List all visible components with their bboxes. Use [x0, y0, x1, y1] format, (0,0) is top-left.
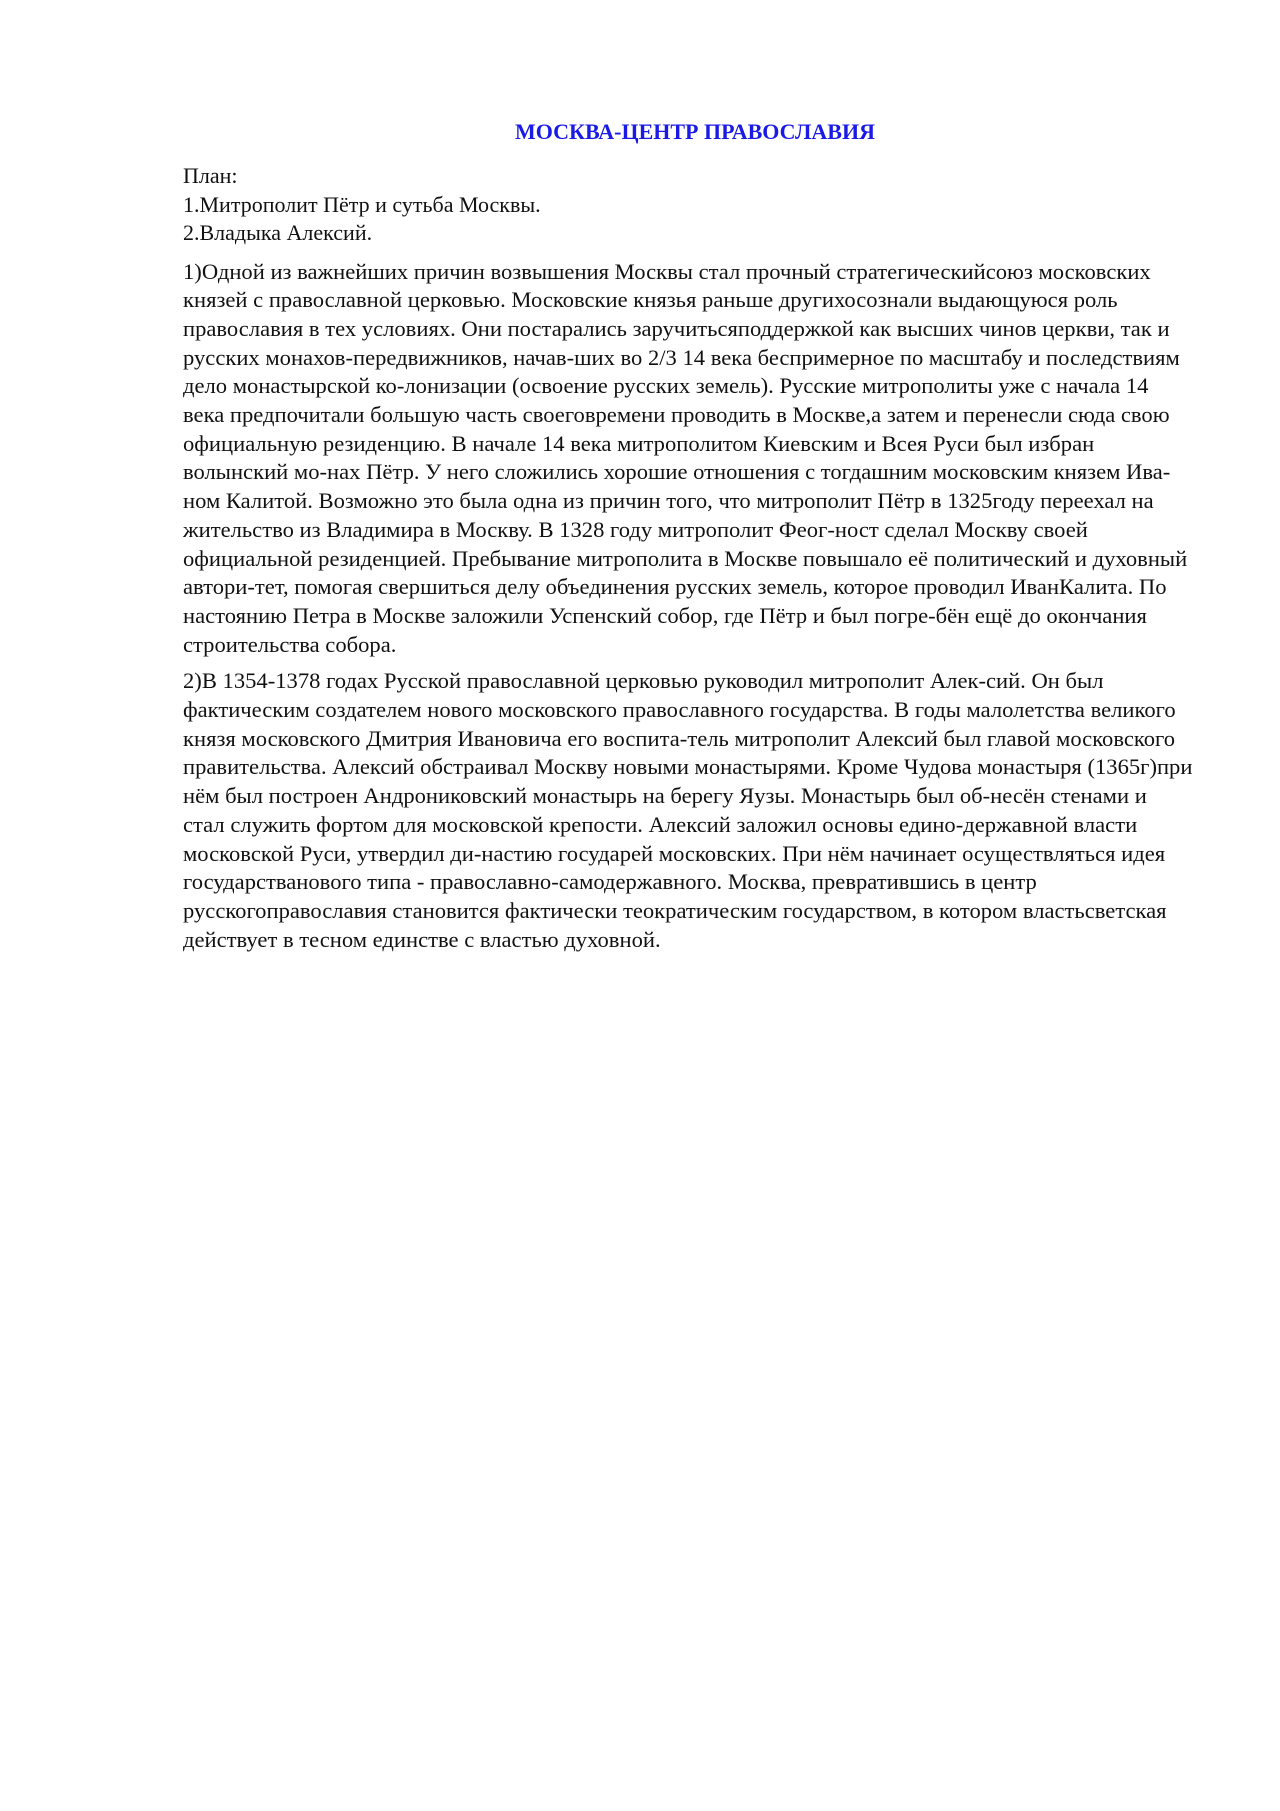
paragraph-2: 2)В 1354-1378 годах Русской православной церковью руководил митрополит Алек-сий. Он был фактическим создателем нового московского православного государства. В годы малолетства великого князя московского Дмитрия Ивановича его воспита-тель митрополит Алексий был главой московского правительства. Алексий обстраивал Москву новыми монастырями. Кроме Чудова монастыря (1365г)при нём был построен Андрониковский монастырь на берегу Яузы. Монастырь был об-несён стенами и стал служить фортом для московской крепости. Алексий заложил основы едино-державной власти московской Руси, утвердил ди-настию государей московских. При нём начинает осуществляться идея государстванового типа - православно-самодержавного. Москва, превратившись в центр русскогоправославия становится фактически теократическим государством, в котором властьсветская действует в тесном единстве с властью духовной.	[183, 668, 1193, 952]
plan-section	[183, 162, 1193, 248]
paragraph-1: 1)Одной из важнейших причин возвышения Москвы стал прочный стратегическийсоюз московских князей с православной церковью. Московские князья раньше другихосознали выдающуюся роль православия в тех условиях. Они постарались заручитьсяподдержкой как высших чинов церкви, так и русских монахов-передвижников, начав-ших во 2/3 14 века беспримерное по масштабу и последствиям дело монастырской ко-лонизации (освоение русских земель). Русские митрополиты уже с начала 14 века предпочитали большую часть своеговремени проводить в Москве,а затем и перенесли сюда свою официальную резиденцию. В начале 14 века митрополитом Киевским и Всея Руси был избран волынский мо-нах Пётр. У него сложились хорошие отношения с тогдашним московским князем Ива-ном Калитой. Возможно это была одна из причин того, что митрополит Пётр в 1325году переехал на жительство из Владимира в Москву. В 1328 году митрополит Феог-ност сделал Москву своей официальной резиденцией. Пребывание митрополита в Москве повышало её политический и духовный автори-тет, помогая свершиться делу объединения русских земель, которое проводил ИванКалита. По настоянию Петра в Москве заложили Успенский собор, где Пётр и был погре-бён ещё до окончания строительства собора.	[183, 258, 1188, 657]
plan-item: 2.Владыка Алексий.	[183, 220, 373, 245]
plan-item: 1.Митрополит Пётр и сутьба Москвы.	[183, 191, 541, 217]
document-body	[183, 118, 1193, 962]
page-title: МОСКВА-ЦЕНТР ПРАВОСЛАВИЯ	[515, 119, 875, 144]
plan-heading: План:	[183, 163, 238, 188]
